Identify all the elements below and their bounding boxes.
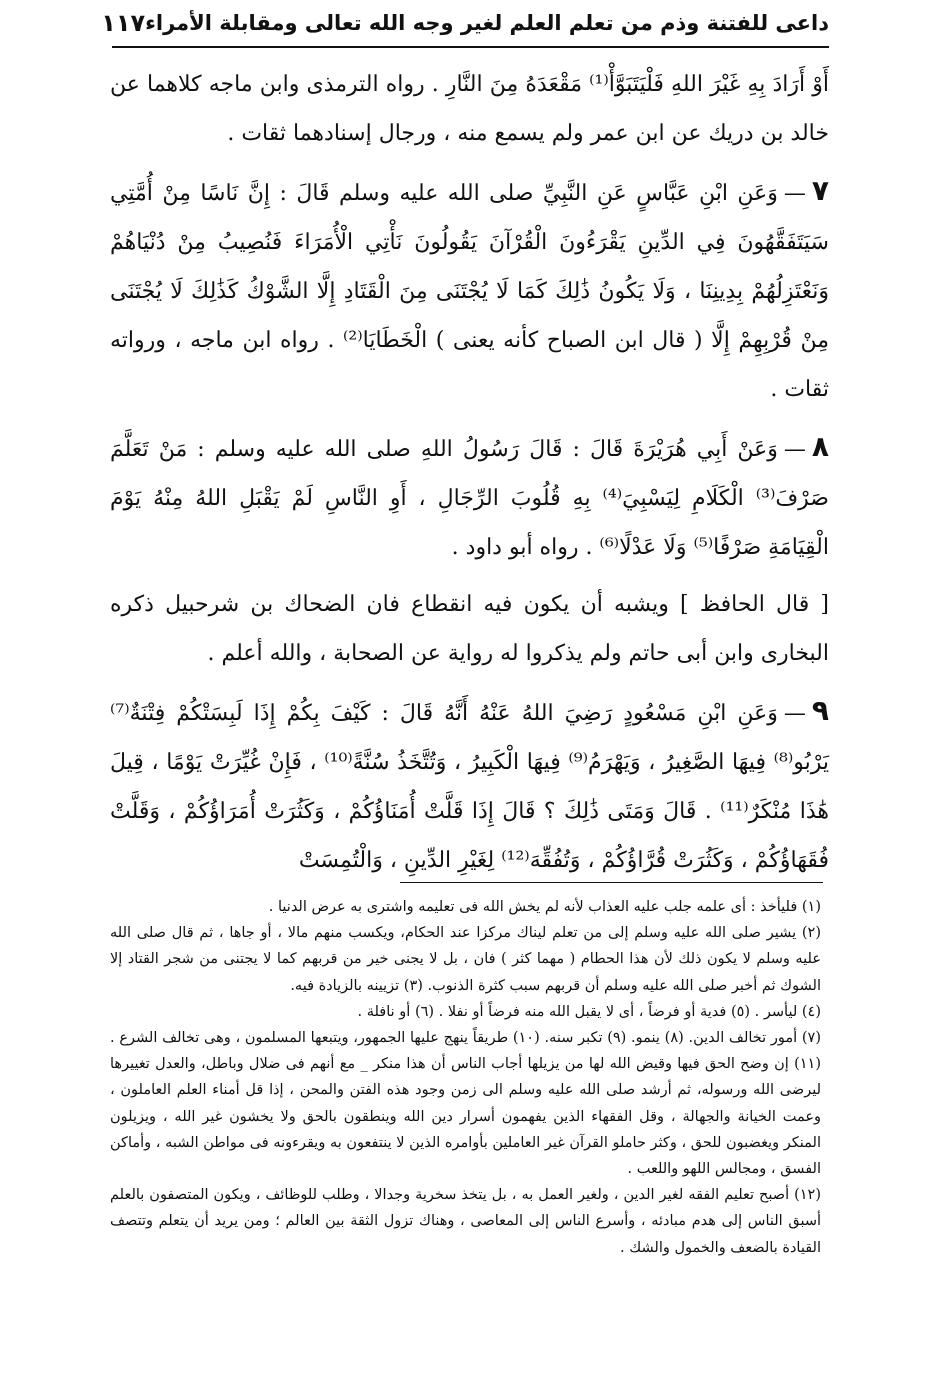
dash: — — [783, 701, 806, 726]
page-number: ١١٧ — [101, 9, 146, 37]
header-rule — [112, 46, 829, 48]
hadith-7 — [110, 166, 829, 414]
running-header — [101, 4, 829, 42]
footnotes — [110, 894, 821, 1261]
hadith-9 — [110, 686, 829, 885]
hadith-text: وَعَنْ أَبِي هُرَيْرَةَ قَالَ : قَالَ رَسُولُ اللهِ صلى الله عليه وسلم : مَنْ تَعَلَّمَ صَرْفَ⁽³⁾ الْكَلَامِ لِيَسْبِيَ⁽⁴⁾ بِهِ قُلُوبَ الرِّجَالِ ، أَوِ النَّاسِ لَمْ يَقْبَلِ اللهُ مِنْهُ يَوْمَ الْقِيَامَةِ صَرْفًا⁽⁵⁾ وَلَا عَدْلًا⁽⁶⁾ . رواه أبو داود . — [110, 437, 829, 560]
hadith-number: ٧ — [811, 174, 829, 207]
footnote-1: (١) فليأخذ : أى علمه جلب عليه العذاب لأنه لم يخش الله فى تعليمه واشترى به عرض الدنيا . — [268, 899, 821, 915]
chapter-title: داعى للفتنة وذم من تعلم العلم لغير وجه الله تعالى ومقابلة الأمراء — [145, 11, 829, 35]
footnote-rule — [400, 882, 823, 883]
main-text — [110, 60, 829, 893]
paragraph-hafiz-note: [ قال الحافظ ] ويشبه أن يكون فيه انقطاع فان الضحاك بن شرحبيل ذكره البخارى وابن أبى حاتم ولم يذكروا له رواية عن الصحابة ، والله أعلم . — [110, 592, 829, 666]
hadith-text: وَعَنِ ابْنِ عَبَّاسٍ عَنِ النَّبِيِّ صلى الله عليه وسلم قَالَ : إِنَّ نَاسًا مِنْ أُمَّتِي سَيَتَفَقَّهُونَ فِي الدِّينِ يَقْرَءُونَ الْقُرْآنَ يَقُولُونَ نَأْتِي الْأُمَرَاءَ فَنُصِيبُ مِنْ دُنْيَاهُمْ وَنَعْتَزِلُهُمْ بِدِينِنَا ، وَلَا يَكُونُ ذَٰلِكَ كَمَا لَا يُجْتَنَى مِنَ الْقَتَادِ إِلَّا الشَّوْكُ كَذَٰلِكَ لَا يُجْتَنَى مِنْ قُرْبِهِمْ إِلَّا ( قال ابن الصباح كأنه يعنى ) الْخَطَايَا⁽²⁾ . رواه ابن ماجه ، ورواته ثقات . — [110, 181, 829, 402]
hadith-number: ٩ — [811, 694, 829, 727]
hadith-text: وَعَنِ ابْنِ مَسْعُودٍ رَضِيَ اللهُ عَنْهُ أَنَّهُ قَالَ : كَيْفَ بِكُمْ إِذَا لَبِسَتْكُمْ فِتْنَةٌ⁽⁷⁾ يَرْبُو⁽⁸⁾ فِيهَا الصَّغِيرُ ، وَيَهْرَمُ⁽⁹⁾ فِيهَا الْكَبِيرُ ، وَتُتَّخَذُ سُنَّةً⁽¹⁰⁾ ، فَإِنْ غُيِّرَتْ يَوْمًا ، قِيلَ هَٰذَا مُنْكَرٌ⁽¹¹⁾ . قَالَ وَمَتَى ذَٰلِكَ ؟ قَالَ إِذَا قَلَّتْ أُمَنَاؤُكُمْ ، وَكَثُرَتْ أُمَرَاؤُكُمْ ، وَقَلَّتْ فُقَهَاؤُكُمْ ، وَكَثُرَتْ قُرَّاؤُكُمْ ، وَتُفُقِّهَ⁽¹²⁾ لِغَيْرِ الدِّينِ ، وَالْتُمِسَتْ — [110, 701, 829, 873]
footnote-2: (٢) يشير صلى الله عليه وسلم إلى من تعلم ليناك مركزا عند الحكام، ويكسب منهم مالا ، أو جاها ، ثم قال صلى الله عليه وسلم لا يكون ذلك لأن هذا الحطام ( مهما كثر ) فان ، بل لا يجنى خير من قربهم كما لا يجتنى من شجر القتاد إلا الشوك ثم أخبر صلى الله عليه وسلم أن قربهم سبب كثرة الذنوب. (٣) تزيينه بالزيادة فيه. — [110, 925, 821, 994]
footnote-12: (١٢) أصبح تعليم الفقه لغير الدين ، ولغير العمل به ، بل يتخذ سخرية وجدالا ، وطلب للوظائف ، ويكون المتصفون بالعلم أسبق الناس إلى هدم مبادئه ، وأسرع الناس إلى المعاصى ، وهناك تزول الثقة بين العالم ؛ ومن يريد أن يتعلم وتتصف القيادة بالضعف والخمول والشك . — [110, 1187, 821, 1256]
paragraph-intro: أَوْ أَرَادَ بِهِ غَيْرَ اللهِ فَلْيَتَبَوَّأْ⁽¹⁾ مَقْعَدَهُ مِنَ النَّارِ . رواه الترمذى وابن ماجه كلاهما عن خالد بن دريك عن ابن عمر ولم يسمع منه ، ورجال إسنادهما ثقات . — [110, 72, 829, 146]
hadith-8 — [110, 422, 829, 572]
dash: — — [783, 437, 806, 462]
hadith-number: ٨ — [811, 430, 829, 463]
footnote-4: (٤) ليأسر . (٥) فدية أو فرضاً ، أى لا يقبل الله منه فرضاً أو نفلا . (٦) أو نافلة . — [357, 1003, 821, 1020]
dash: — — [783, 181, 806, 206]
footnote-7: (٧) أمور تخالف الدين. (٨) ينمو. (٩) تكبر سنه. (١٠) طريقاً ينهج عليها الجمهور، ويتبعها المسلمون ، وهى تخالف الشرع . (١١) إن وضح الحق فيها وقيض الله لها من يزيلها أجاب الناس أن هذا منكر _ مع أنهم فى ضلال وباطل، والعدل تغييرها ليرضى الله ورسوله، ثم أرشد صلى الله عليه وسلم الى زمن وجود هذه الفتن والمحن ، إذا قل أمناء العلم العاملون ، وعمت الخيانة والجهالة ، وقل الفقهاء الذين يفهمون أسرار دين الله وينطقون بالحق ولا يخشون غير الله ، ويزيلون المنكر ويغضبون للحق ، وكثر حاملو القرآن غير العاملين بأوامره الذين لا ينتفعون به ويقرءونه فى مواطن الشبه ، وأماكن الفسق ، ومجالس اللهو واللعب . — [110, 1030, 822, 1178]
